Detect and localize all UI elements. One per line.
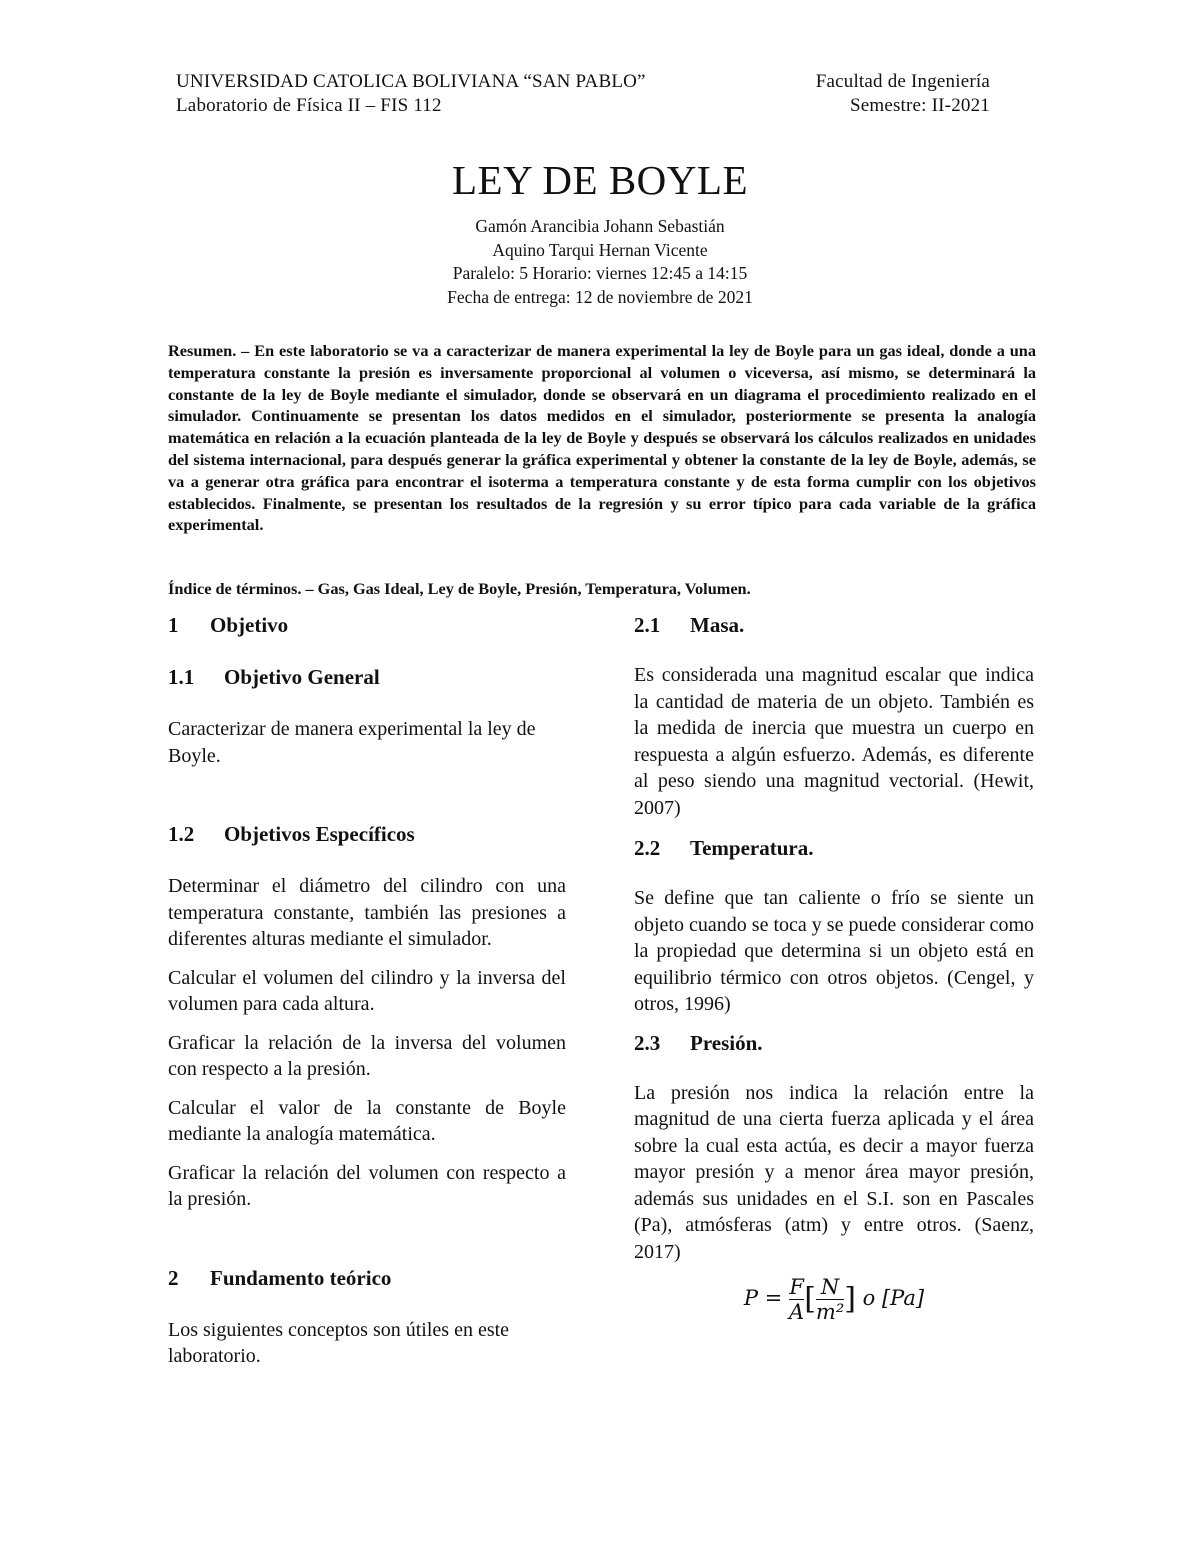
formula-unit-fraction bbox=[816, 1275, 844, 1324]
formula-units: o [Pa] bbox=[862, 1286, 925, 1310]
section-number: 2.3 bbox=[634, 1030, 661, 1055]
formula-denominator: A bbox=[789, 1300, 805, 1324]
section-heading-2-3 bbox=[634, 1030, 1034, 1056]
fundamentals-intro: Los siguientes conceptos son útiles en este laboratorio. bbox=[168, 1318, 510, 1367]
general-objective-text: Caracterizar de manera experimental la ley de Boyle. bbox=[168, 718, 536, 767]
section-heading-1-2 bbox=[168, 821, 566, 847]
section-title: Objetivo bbox=[210, 613, 289, 637]
header-semester: Semestre: II-2021 bbox=[849, 95, 990, 116]
right-column bbox=[634, 612, 1034, 1324]
section-number: 1.2 bbox=[168, 822, 195, 846]
bracket-close-icon: ] bbox=[844, 1281, 856, 1317]
section-heading-2 bbox=[168, 1265, 566, 1291]
abstract bbox=[168, 340, 1036, 536]
section-heading-2-2 bbox=[634, 835, 1034, 861]
formula-fraction bbox=[789, 1275, 804, 1324]
section-heading-1 bbox=[168, 612, 566, 638]
author-line: Aquino Tarqui Hernan Vicente bbox=[492, 239, 708, 260]
bracket-open-icon: [ bbox=[804, 1281, 816, 1317]
author-line: Gamón Arancibia Johann Sebastián bbox=[475, 216, 725, 236]
section-title: Objetivos Específicos bbox=[224, 822, 415, 846]
section-number: 2.1 bbox=[634, 613, 661, 637]
section-title: Objetivo General bbox=[224, 665, 380, 689]
section-title: Temperatura. bbox=[690, 836, 814, 860]
section-title: Fundamento teórico bbox=[210, 1265, 392, 1290]
header-university: UNIVERSIDAD CATOLICA BOLIVIANA “SAN PABLO” bbox=[176, 71, 646, 92]
objective-item: Calcular el volumen del cilindro y la inversa del volumen para cada altura. bbox=[168, 966, 566, 1015]
objective-item: Determinar el diámetro del cilindro con una temperatura constante, también las presiones a diferentes alturas mediante el simulador. bbox=[168, 875, 566, 950]
objective-item: Graficar la relación de la inversa del volumen con respecto a la presión. bbox=[168, 1031, 566, 1080]
header-lab: Laboratorio de Física II – FIS 112 bbox=[176, 95, 442, 116]
objective-item: Graficar la relación del volumen con respecto a la presión. bbox=[168, 1161, 566, 1210]
formula-lhs: P = bbox=[743, 1286, 783, 1310]
section-title: Presión. bbox=[690, 1030, 763, 1055]
left-column bbox=[168, 612, 566, 1370]
section-number: 1 bbox=[168, 613, 179, 637]
author-block bbox=[0, 215, 1200, 309]
abstract-text: En este laboratorio se va a caracterizar de manera experimental la ley de Boyle para un gas ideal, donde a una temperatura constante la presión es inversamente proporcional al volumen o viceversa, así mismo, se determinará la constante de la ley de Boyle mediante el simulador, donde se observará en un diagrama el procedimiento realizado en el simulador. Continuamente se presentan los datos medidos en el simulador, posteriormente se presenta la analogía matemática en relación a la ecuación planteada de la ley de Boyle y después se observará los cálculos realizados en unidades del sistema internacional, para después generar la gráfica experimental y obtener la constante de la ley de Boyle, además, se va a generar otra gráfica para encontrar el isoterma a temperatura constante y de esta forma cumplir con los objetivos establecidos. Finalmente, se presentan los resultados de la regresión y su error típico para cada variable de la gráfica experimental. bbox=[168, 341, 1037, 535]
mass-text: Es considerada una magnitud escalar que indica la cantidad de materia de un objeto. También es la medida de inercia que muestra un cuerpo en respuesta a algún esfuerzo. Además, es diferente al peso siendo una magnitud vectorial. (Hewit, 2007) bbox=[634, 664, 1034, 819]
objective-item: Calcular el valor de la constante de Boyle mediante la analogía matemática. bbox=[168, 1096, 566, 1145]
formula-numerator: F bbox=[789, 1275, 804, 1299]
section-info: Paralelo: 5 Horario: viernes 12:45 a 14:15 bbox=[452, 263, 748, 283]
section-heading-1-1 bbox=[168, 664, 566, 690]
formula-unit-numerator: N bbox=[820, 1275, 840, 1299]
pressure-formula bbox=[634, 1275, 1034, 1324]
header-faculty: Facultad de Ingeniería bbox=[815, 71, 990, 92]
keywords: Índice de términos. – Gas, Gas Ideal, Ley de Boyle, Presión, Temperatura, Volumen. bbox=[168, 579, 751, 598]
section-number: 2.2 bbox=[634, 836, 661, 860]
section-number: 2 bbox=[168, 1265, 179, 1290]
section-number: 1.1 bbox=[168, 665, 195, 689]
section-title: Masa. bbox=[690, 613, 745, 637]
abstract-label: Resumen. – bbox=[168, 341, 250, 360]
temperature-text: Se define que tan caliente o frío se siente un objeto cuando se toca y se puede considerar como la propiedad que determina si un objeto está en equilibrio térmico con otros objetos. (Cengel, y otros, 1996) bbox=[634, 887, 1034, 1015]
due-date: Fecha de entrega: 12 de noviembre de 2021 bbox=[447, 286, 753, 307]
page-title: LEY DE BOYLE bbox=[452, 157, 748, 203]
pressure-text: La presión nos indica la relación entre la magnitud de una cierta fuerza aplicada y el área sobre la cual esta actúa, es decir a mayor fuerza mayor presión y a menor área mayor presión, además sus unidades en el S.I. son en Pascales (Pa), atmósferas (atm) y entre otros. (Saenz, 2017) bbox=[634, 1081, 1034, 1263]
formula-unit-denominator: m² bbox=[815, 1300, 845, 1324]
section-heading-2-1 bbox=[634, 612, 1034, 638]
